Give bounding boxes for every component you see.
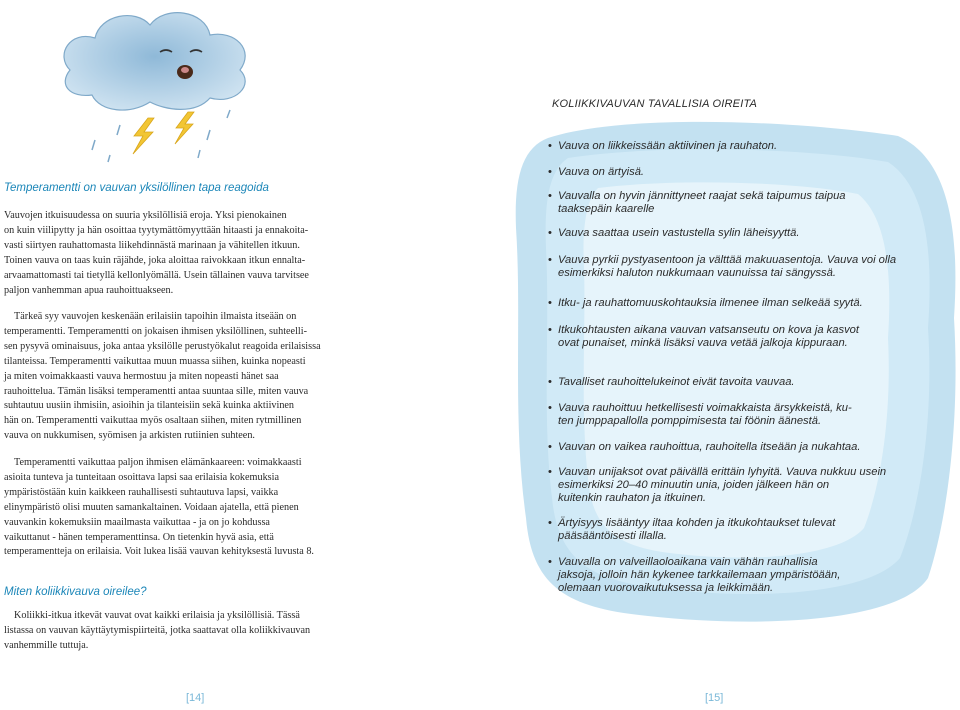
list-item-text: Vauva saattaa usein vastustella sylin läheisyyttä. (558, 227, 800, 239)
text-line: vasti siirtyen rauhattomasta liikehdinnästä marinaan ja vähitellen itkuun. (4, 239, 300, 251)
text-line: Toinen vauva on taas kuin räjähde, joka aloittaa raivokkaan itkun ennalta- (4, 254, 306, 266)
list-item-text: jaksoja, jolloin hän kykenee tarkkailemaan ympäristöään, (558, 568, 841, 581)
paragraph-1 (4, 209, 366, 298)
list-item: • Vauvan unijaksot ovat päivällä erittäin lyhyitä. Vauva nukkuu usein esimerkiksi 20–40 minuutin unia, joiden jälkeen hän on kuitenkin rauhaton ja itkuinen. (548, 466, 928, 504)
text-line: vauvankin kokemuksiin maailmasta vaikuttaa - ja on jo kohdussa (4, 516, 270, 528)
text-line: rauhoittelua. Tämän lisäksi temperamentti antaa suuntaa sille, miten vauva (4, 385, 309, 397)
list-item: • Ärtyisyys lisääntyy iltaa kohden ja itkukohtaukset tulevat pääsääntöisesti illalla. (548, 517, 928, 543)
list-item-text: Itkukohtausten aikana vauvan vatsanseutu on kova ja kasvot (558, 324, 860, 336)
text-line: asioita tunteva ja tunteitaan osoittava lapsi saa erilaisia kokemuksia (4, 471, 279, 483)
list-item: • Vauva pyrkii pystyasentoon ja välttää makuuasentoja. Vauva voi olla esimerkiksi haluton nukkumaan vaunuissa tai sängyssä. (548, 254, 928, 280)
section-heading-temperament: Temperamentti on vauvan yksilöllinen tapa reagoida (4, 182, 269, 194)
text-line: temperamentti. Temperamentti on jokaisen ihmisen yksilöllinen, suhteelli- (4, 325, 307, 337)
text-line: Vauvojen itkuisuudessa on suuria yksilöllisiä eroja. Yksi pienokainen (4, 210, 287, 221)
section-heading-colic-symptoms: Miten koliikkivauva oireilee? (4, 586, 147, 598)
text-line: sen pysyvä ominaisuus, joka antaa yksilölle perustyökalut reagoida erilaisissa (4, 340, 321, 352)
text-line: tilanteissa. Temperamentti vaikuttaa muun muassa siihen, kuinka nopeasti (4, 355, 306, 367)
list-item-text: Itku- ja rauhattomuuskohtauksia ilmenee ilman selkeää syytä. (558, 297, 863, 309)
list-item-text: Vauva pyrkii pystyasentoon ja välttää makuuasentoja. Vauva voi olla (558, 254, 897, 266)
list-item: • Itkukohtausten aikana vauvan vatsanseutu on kova ja kasvot ovat punaiset, minkä lisäksi vauva vetää jalkoja kippuraan. (548, 324, 928, 350)
list-item-text: Vauvan unijaksot ovat päivällä erittäin lyhyitä. Vauva nukkuu usein (558, 466, 887, 478)
list-item-text: pääsääntöisesti illalla. (558, 529, 667, 542)
text-line: Temperamentti vaikuttaa paljon ihmisen elämänkaareen: voimakkaasti (14, 457, 302, 468)
paragraph-2 (4, 310, 366, 444)
text-line: arvaamattomasti tai tietyllä kellonlyömällä. Usein tällainen vauva tarvitsee (4, 269, 309, 281)
text-line: suhtautuu uusiin ihmisiin, asioihin ja tilanteisiin sekä kuinka aktiivinen (4, 400, 295, 412)
list-item: • Vauvan on vaikea rauhoittua, rauhoitella itseään ja nukahtaa. (548, 441, 861, 453)
page-number-right: [15] (705, 692, 724, 704)
list-item-text: taaksepäin kaarelle (558, 202, 655, 215)
text-line: elinympäristö olisi muuten samankaltainen. Voidaan ajatella, että pienen (4, 501, 299, 513)
list-item: • Vauva rauhoittuu hetkellisesti voimakkaista ärsykkeistä, ku- ten jumppapallolla pomppimisesta tai föönin äänestä. (548, 402, 928, 428)
list-item-text: Vauva on liikkeissään aktiivinen ja rauhaton. (558, 140, 778, 152)
list-item: • Tavalliset rauhoittelukeinot eivät tavoita vauvaa. (548, 376, 795, 388)
text-line: vauva on nukkumisen, syömisen ja arkisten rutiinien suhteen. (4, 430, 255, 442)
list-item-text: ten jumppapallolla pomppimisesta tai föönin äänestä. (558, 414, 822, 427)
text-line: ja miten voimakkaasti vauva hermostuu ja miten nopeasti hänet saa (4, 370, 279, 382)
list-item: • Vauvalla on valveillaoloaikana vain vähän rauhallisia jaksoja, jolloin hän kykenee tarkkailemaan ympäristöään, olemaan vuorovaikutuksessa ja leikkimään. (548, 556, 928, 594)
symptoms-list-title: KOLIIKKIVAUVAN TAVALLISIA OIREITA (552, 98, 758, 110)
text-line: paljon vanhemman apua rauhoittuakseen. (4, 284, 174, 296)
list-item-text: Vauvalla on hyvin jännittyneet raajat sekä taipumus taipua (558, 190, 846, 202)
list-item-text: ovat punaiset, minkä lisäksi vauva vetää jalkoja kippuraan. (558, 336, 848, 349)
storm-cloud-icon (0, 0, 300, 165)
list-item: • Itku- ja rauhattomuuskohtauksia ilmenee ilman selkeää syytä. (548, 297, 863, 309)
list-item-text: Tavalliset rauhoittelukeinot eivät tavoita vauvaa. (558, 376, 795, 388)
text-line: hän on. Temperamentti vaikuttaa myös osaltaan siihen, miten rytmillinen (4, 415, 302, 427)
list-item: • Vauva on ärtyisä. (548, 166, 645, 178)
list-item-text: esimerkiksi 20–40 minuutin unia, joiden jälkeen hän on (558, 478, 830, 491)
text-line: Koliikki-itkua itkevät vauvat ovat kaikki erilaisia ja yksilöllisiä. Tässä (14, 610, 300, 621)
list-item-text: kuitenkin rauhaton ja itkuinen. (558, 491, 707, 504)
list-item: • Vauvalla on hyvin jännittyneet raajat sekä taipumus taipua taaksepäin kaarelle (548, 190, 928, 216)
text-line: vaikuttanut - hänen temperamenttinsa. On tietenkin hyvä asia, että (4, 531, 274, 543)
text-line: vanhemmille tuttuja. (4, 639, 89, 651)
text-line: ympäristöstään kuin kaikkeen rauhallisesti suhtautuva lapsi, vaikka (4, 486, 279, 498)
text-line: Tärkeä syy vauvojen keskenään erilaisiin tapoihin ilmaista itseään on (14, 311, 297, 322)
list-item: • Vauva on liikkeissään aktiivinen ja rauhaton. (548, 140, 778, 152)
list-item-text: Vauvalla on valveillaoloaikana vain vähän rauhallisia (558, 556, 818, 568)
list-item-text: esimerkiksi haluton nukkumaan vaunuissa tai sängyssä. (558, 266, 836, 279)
list-item-text: Ärtyisyys lisääntyy iltaa kohden ja itkukohtaukset tulevat (558, 517, 836, 529)
list-item-text: olemaan vuorovaikutuksessa ja leikkimään. (558, 581, 774, 594)
text-line: listassa on vauvan käyttäytymispiirteitä, jotka saattavat olla koliikkivauvan (4, 624, 311, 636)
list-item-text: Vauva on ärtyisä. (558, 166, 645, 178)
text-line: on kuin viilipytty ja hän osoittaa tyytymättömyyttään hitaasti ja ennakoita- (4, 224, 309, 236)
list-item-text: Vauva rauhoittuu hetkellisesti voimakkaista ärsykkeistä, ku- (558, 402, 852, 414)
paragraph-4 (4, 609, 366, 654)
paragraph-3 (4, 456, 366, 560)
list-item: • Vauva saattaa usein vastustella sylin läheisyyttä. (548, 227, 800, 239)
list-item-text: Vauvan on vaikea rauhoittua, rauhoitella itseään ja nukahtaa. (558, 441, 861, 453)
page-number-left: [14] (186, 692, 205, 704)
lightning-bolt-icon (133, 112, 194, 154)
text-line: temperamentteja on erilaisia. Voit lukea lisää vauvan kehityksestä luvusta 8. (4, 546, 314, 558)
